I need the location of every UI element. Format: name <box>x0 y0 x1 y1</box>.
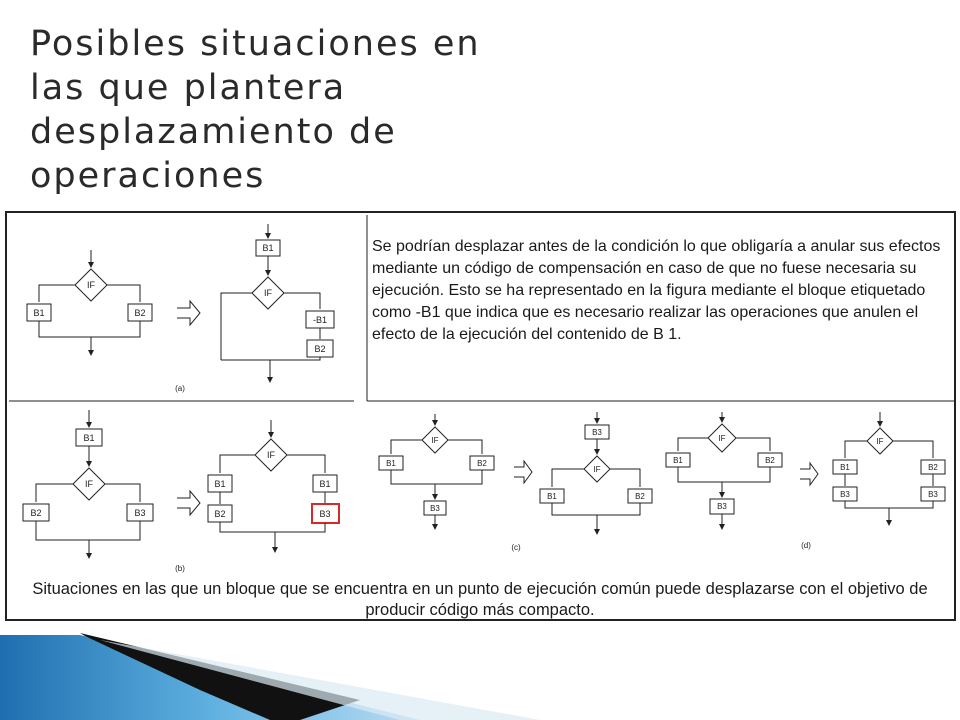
node-label-b3: B3 <box>840 490 850 499</box>
node-label-b3: B3 <box>928 490 938 499</box>
node-label-b3: B3 <box>717 502 727 511</box>
panel-label-c: (c) <box>511 543 521 552</box>
node-label-b3-highlighted: B3 <box>319 509 331 519</box>
node-label-b1: B1 <box>33 308 45 318</box>
node-label-b2: B2 <box>134 308 146 318</box>
node-label-b2: B2 <box>635 492 645 501</box>
node-label-b1: B1 <box>840 463 850 472</box>
node-label-if: IF <box>87 280 95 290</box>
node-label-b3: B3 <box>430 504 440 513</box>
node-label-b2: B2 <box>314 344 326 354</box>
panel-label-a: (a) <box>175 384 185 393</box>
panel-a-original <box>27 250 152 355</box>
transform-arrow-b <box>177 491 200 515</box>
panel-label-d: (d) <box>801 541 811 550</box>
node-label-if: IF <box>431 436 439 445</box>
node-label-b1: B1 <box>214 479 226 489</box>
transform-arrow-c <box>514 461 532 483</box>
node-label-if: IF <box>267 450 275 460</box>
node-label-neg-b1: -B1 <box>312 315 328 325</box>
node-label-b2: B2 <box>477 459 487 468</box>
node-label-if: IF <box>718 434 726 443</box>
node-label-b3: B3 <box>592 428 602 437</box>
transform-arrow-d <box>800 463 818 485</box>
description-text: Se podrían desplazar antes de la condición lo que obligaría a anular sus efectos mediante un código de compensación en caso de que no fuese necesaria su ejecución. Esto se ha representado en la figura mediante el bloque etiquetado como -B1 que indica que es necesario realizar las operaciones que anulen el efecto de la ejecución del contenido de B 1. <box>372 238 941 343</box>
node-label-if: IF <box>876 437 884 446</box>
node-label-b1: B1 <box>386 459 396 468</box>
node-label-b2: B2 <box>765 456 775 465</box>
node-label-if: IF <box>85 479 93 489</box>
node-label-b2: B2 <box>30 508 42 518</box>
panel-d-original <box>666 412 782 529</box>
node-label-b1: B1 <box>262 243 274 253</box>
figure-caption: Situaciones en las que un bloque que se encuentra en un punto de ejecución común puede desplazarse con el objetivo de producir código más compacto. <box>32 580 928 619</box>
decorative-footer-wave <box>0 620 960 720</box>
panel-a-transformed <box>221 224 334 382</box>
transform-arrow-a <box>177 301 200 325</box>
slide-title: Posibles situaciones en las que plantera desplazamiento de operaciones <box>30 24 481 196</box>
node-label-if: IF <box>593 465 601 474</box>
node-label-b2: B2 <box>214 509 226 519</box>
node-label-if: IF <box>264 288 272 298</box>
node-label-b1: B1 <box>83 433 95 443</box>
node-label-b1: B1 <box>547 492 557 501</box>
node-label-b1: B1 <box>319 479 331 489</box>
panel-label-b: (b) <box>175 564 185 573</box>
node-label-b3: B3 <box>134 508 146 518</box>
node-label-b2: B2 <box>928 463 938 472</box>
node-label-b1: B1 <box>673 456 683 465</box>
